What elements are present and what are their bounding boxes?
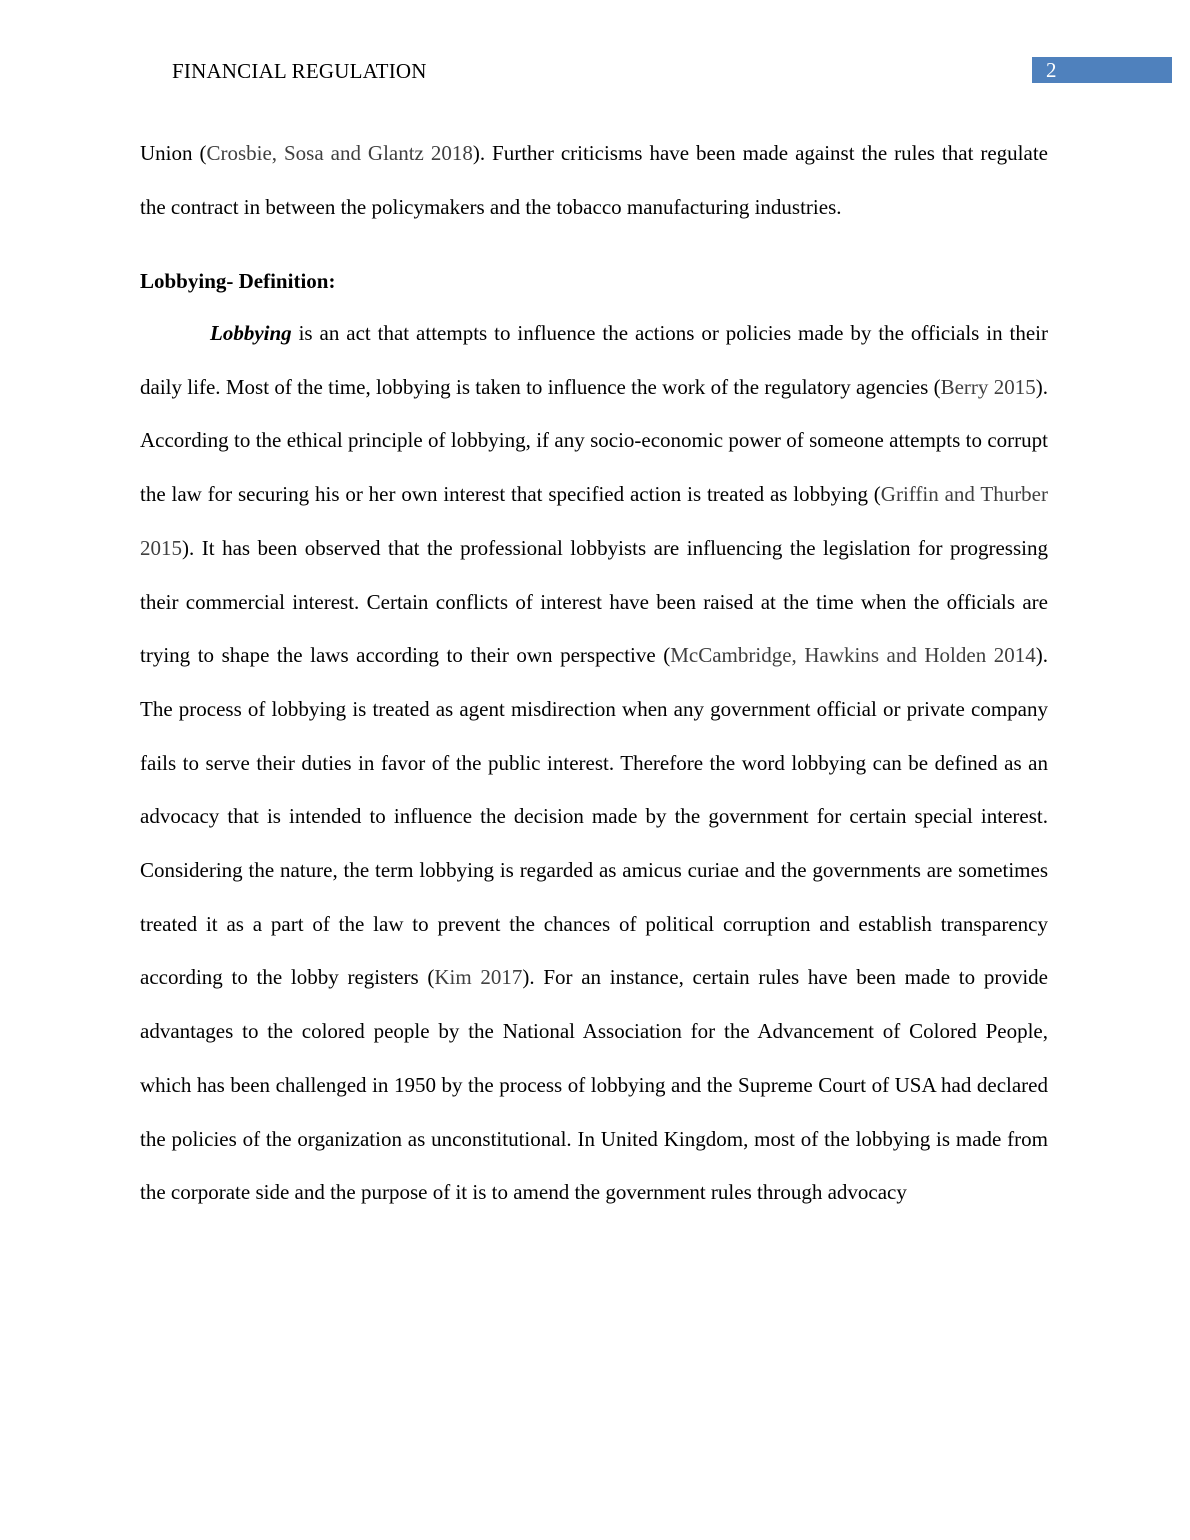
intro-text-start: Union ( xyxy=(140,141,207,165)
page-number: 2 xyxy=(1046,58,1057,82)
running-head-title: FINANCIAL REGULATION xyxy=(172,59,427,83)
intro-text-end: ). Further criticisms have been made against the rules that regulate the contract in between the policymakers and the tobacco manufacturing industries. xyxy=(140,141,1048,219)
paragraph-text-segment: ). According to the ethical principle of lobbying, if any socio-economic power of someone attempts to corrupt the law for securing his or her own interest that specified action is treated as lobbying ( xyxy=(140,374,1048,507)
citation-berry-2015: Berry 2015 xyxy=(940,374,1036,399)
paragraph-text-segment: ). For an instance, certain rules have been made to provide advantages to the colored people by the National Association for the Advancement of Colored People, which has been challenged in 1950 by the process of lobbying and the Supreme Court of USA had declared the policies of the organization as unconstitutional. In United Kingdom, most of the lobbying is made from the corporate side and the purpose of it is to amend the government rules through advocacy xyxy=(140,965,1049,1205)
paragraph-text-segment: ). It has been observed that the professional lobbyists are influencing the legislation for progressing their commercial interest. Certain conflicts of interest have been raised at the time when the officials are trying to shape the laws according to their own perspective ( xyxy=(140,535,1048,668)
paragraph-text-segment: is an act that attempts to influence the actions or policies made by the officials in their daily life. Most of the time, lobbying is taken to influence the work of the regulatory agencies ( xyxy=(140,321,1048,399)
intro-paragraph xyxy=(140,127,1048,234)
paragraph-text-segment: ). The process of lobbying is treated as agent misdirection when any government official or private company fails to serve their duties in favor of the public interest. Therefore the word lobbying can be defined as an advocacy that is intended to influence the decision made by the government for certain special interest. Considering the nature, the term lobbying is regarded as amicus curiae and the governments are sometimes treated it as a part of the law to prevent the chances of political corruption and establish transparency according to the lobby registers ( xyxy=(140,643,1048,990)
page-number-badge xyxy=(1032,57,1172,83)
defined-term-lobbying: Lobbying xyxy=(210,321,292,345)
section-heading-lobbying-definition: Lobbying- Definition: xyxy=(140,269,336,293)
citation-crosbie-2018: Crosbie, Sosa and Glantz 2018 xyxy=(206,141,473,165)
citation-mccambridge-2014: McCambridge, Hawkins and Holden 2014 xyxy=(670,643,1036,668)
lobbying-definition-paragraph xyxy=(140,307,1048,1220)
citation-griffin-thurber-2015: Griffin and Thurber 2015 xyxy=(140,482,1048,560)
citation-kim-2017: Kim 2017 xyxy=(434,965,523,990)
